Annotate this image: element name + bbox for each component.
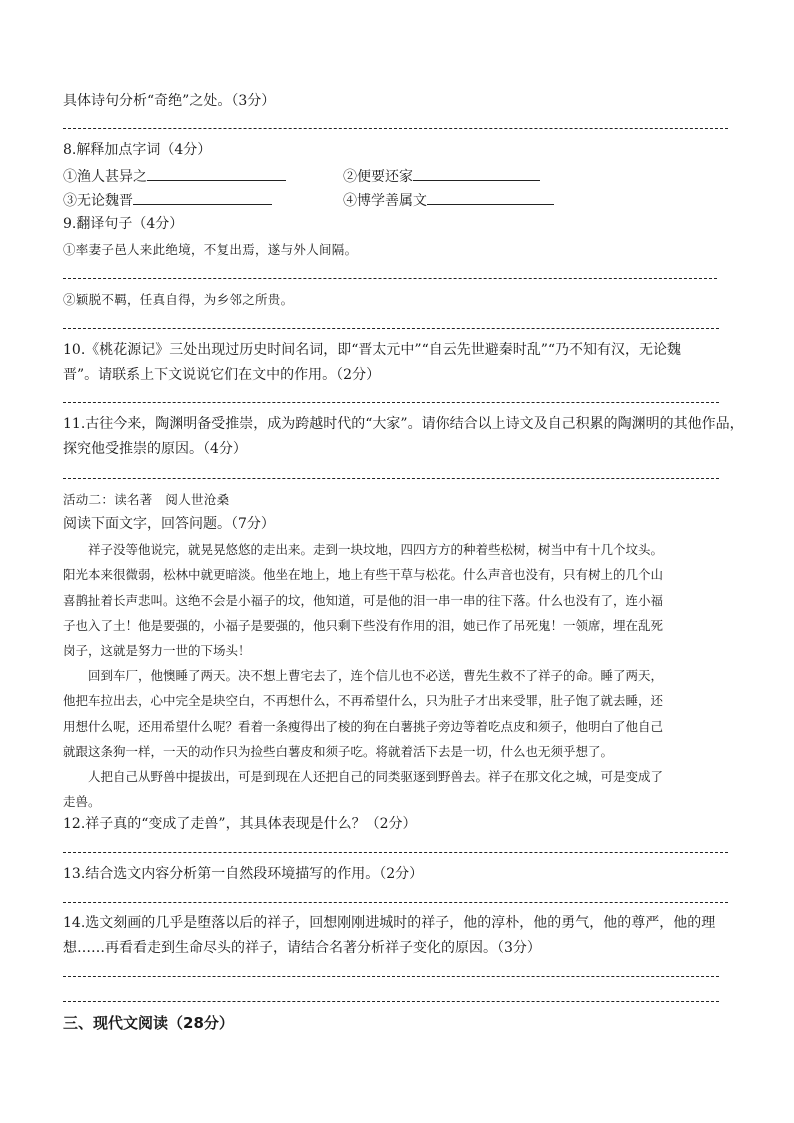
q11-line-1: 11.古往今来，陶渊明备受推崇，成为跨越时代的“大家”。请你结合以上诗文及自己积累的陶渊明的其他作品，	[63, 416, 744, 432]
q12-stem: 12.祥子真的“变成了走兽”，其具体表现是什么？（2分）	[63, 816, 417, 832]
q14-line-2: 想……再看看走到生命尽头的祥子，请结合名著分析祥子变化的原因。（3分）	[63, 940, 541, 956]
answer-line	[63, 902, 728, 903]
passage-line: 回到车厂，他懊睡了两天。决不想上曹宅去了，连个信儿也不必送，曹先生救不了祥子的命。睡了两天，	[63, 668, 664, 683]
passage-line: 阳光本来很微弱，松林中就更暗淡。他坐在地上，地上有些干草与松花。什么声音也没有，只有树上的几个山	[63, 567, 664, 583]
passage-line: 岗子，这就是努力一世的下场头！	[63, 643, 251, 659]
q8-item-1	[63, 166, 286, 186]
q8-item-4-text: ④博学善属文	[343, 193, 427, 209]
passage-line: 就跟这条狗一样，一天的动作只为捡些白薯皮和须子吃。将就着活下去是一切，什么也无须乎想了。	[63, 743, 614, 759]
q8-blank-1[interactable]	[147, 166, 286, 181]
activity-2-title: 活动二：读名著 阅人世沧桑	[63, 492, 230, 507]
passage-line: 喜鹊扯着长声悲叫。这绝不会是小福子的坟，他知道，可是他的泪一串一串的往下落。什么也没有了，连小福	[63, 592, 664, 608]
passage-paragraph-2	[63, 663, 731, 764]
answer-line	[63, 402, 719, 403]
answer-line	[63, 1001, 719, 1002]
section-3-heading: 三、现代文阅读（28分）	[63, 1014, 234, 1032]
q14-line-1: 14.选文刻画的几乎是堕落以后的祥子，回想刚刚进城时的祥子，他的淳朴，他的勇气，他的尊严，他的理	[63, 915, 716, 931]
activity-2-instruction: 阅读下面文字，回答问题。（7分）	[63, 516, 275, 532]
q8-item-3	[63, 190, 272, 210]
answer-line	[63, 852, 728, 853]
q8-item-2	[343, 166, 540, 186]
passage-paragraph-3	[63, 764, 731, 815]
q9-stem: 9.翻译句子（4分）	[63, 216, 184, 232]
q10-line-2: 晋”。请联系上下文说说它们在文中的作用。（2分）	[63, 367, 381, 383]
q9-sentence-2: ②颖脱不羁，任真自得，为乡邻之所贵。	[63, 292, 294, 307]
q9-sentence-1: ①率妻子邑人来此绝境，不复出焉，遂与外人间隔。	[63, 242, 358, 257]
answer-line	[63, 128, 728, 129]
answer-line	[63, 278, 717, 279]
q8-item-1-text: ①渔人甚异之	[63, 169, 147, 185]
passage-line: 人把自己从野兽中提拔出，可是到现在人还把自己的同类驱逐到野兽去。祥子在那文化之城，可是变成了	[63, 769, 664, 784]
q8-stem: 8.解释加点字词（4分）	[63, 142, 212, 158]
q8-item-2-text: ②便要还家	[343, 169, 413, 185]
passage-line: 走兽。	[63, 794, 101, 810]
passage-line: 子也入了土！他是要强的，小福子是要强的，他只剩下些没有作用的泪，她已作了吊死鬼！一领席，埋在乱死	[63, 617, 664, 633]
q8-blank-2[interactable]	[413, 166, 540, 181]
q10-line-1: 10.《桃花源记》三处出现过历史时间名词，即“晋太元中”“自云先世避秦时乱”“乃不知有汉，无论魏	[63, 342, 682, 358]
passage-line: 他把车拉出去，心中完全是块空白，不再想什么，不再希望什么，只为肚子才出来受罪，肚子饱了就去睡，还	[63, 693, 664, 709]
answer-line	[63, 478, 719, 479]
answer-line	[63, 976, 719, 977]
q13-stem: 13.结合选文内容分析第一自然段环境描写的作用。（2分）	[63, 866, 424, 882]
passage-line: 祥子没等他说完，就晃晃悠悠的走出来。走到一块坟地，四四方方的种着些松树，树当中有十几个坟头。	[63, 542, 664, 557]
q7-tail: 具体诗句分析“奇绝”之处。（3分）	[63, 93, 276, 109]
passage-line: 用想什么呢，还用希望什么呢？看着一条瘦得出了棱的狗在白薯挑子旁边等着吃点皮和须子，他明白了他自己	[63, 718, 664, 734]
q8-blank-3[interactable]	[133, 190, 272, 205]
q8-blank-4[interactable]	[427, 190, 554, 205]
q8-item-3-text: ③无论魏晋	[63, 193, 133, 209]
q11-line-2: 探究他受推崇的原因。（4分）	[63, 441, 247, 457]
answer-line	[63, 328, 719, 329]
passage-paragraph-1	[63, 537, 731, 663]
q8-item-4	[343, 190, 554, 210]
